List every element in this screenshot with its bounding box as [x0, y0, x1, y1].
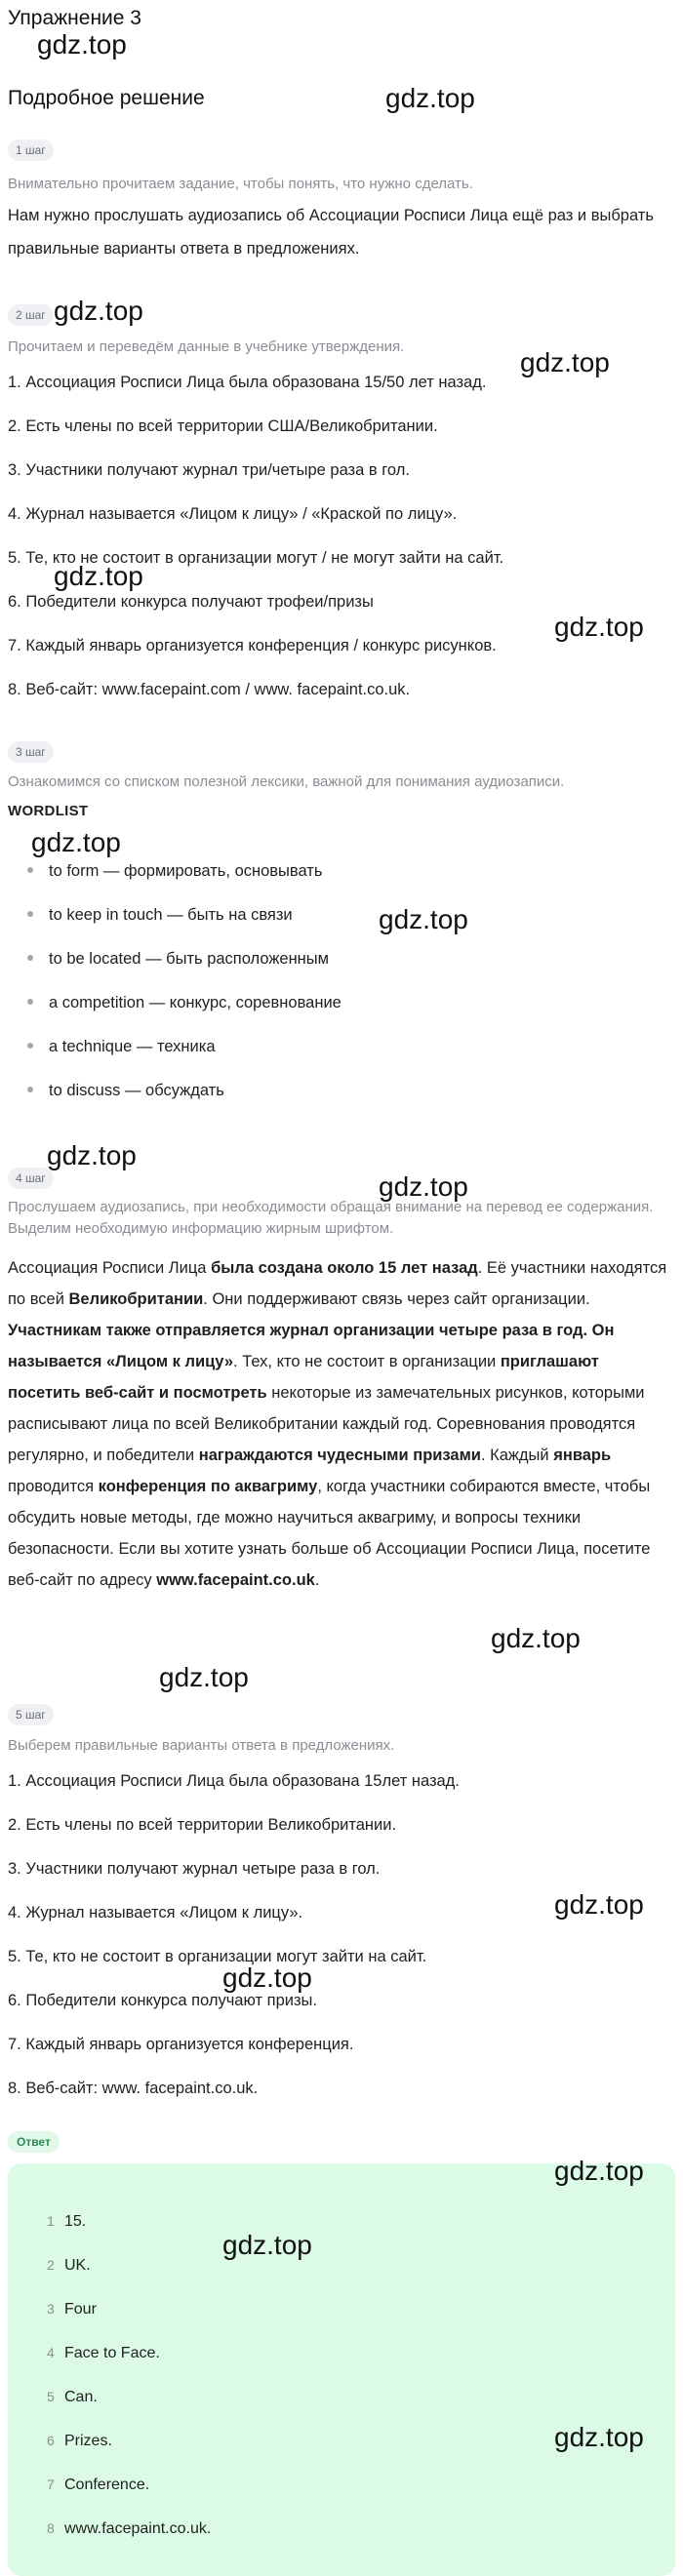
step-2-line-7: 7. Каждый январь организуется конференция / конкурс рисунков. [8, 637, 497, 654]
step-5-line-7: 7. Каждый январь организуется конференция. [8, 2036, 354, 2053]
watermark: gdz.top [159, 1662, 249, 1692]
step-5-badge: 5 шаг [8, 1704, 54, 1725]
step-2-line-4: 4. Журнал называется «Лицом к лицу» / «Краской по лицу». [8, 505, 458, 523]
step-2-line-3: 3. Участники получают журнал три/четыре раза в гол. [8, 461, 410, 479]
step-4-paragraph: Ассоциация Росписи Лица была создана около 15 лет назад. Её участники находятся по всей Великобритании. Они поддерживают связь через сайт организации. Участникам также отправляется журнал организации четыре раза в год. Он называется «Лицом к лицу». Тех, кто не состоит в организации приглашают посетить веб-сайт и посмотреть некоторые из замечательных рисунков, которыми расписывают лица по всей Великобритании каждый год. Соревнования проводятся регулярно, и победители награждаются чудесными призами. Каждый январь проводится конференция по аквагриму, когда участники собираются вместе, чтобы обсудить новые методы, где можно научиться аквагриму, и вопросы техники безопасности. Если вы хотите узнать больше об Ассоциации Росписи Лица, посетите веб-сайт по адресу www.facepaint.co.uk. [8, 1259, 667, 1589]
wordlist-item: to form — формировать, основывать [27, 860, 322, 882]
step-2-line-6: 6. Победители конкурса получают трофеи/призы [8, 593, 374, 611]
step-2-badge: 2 шаг [8, 304, 54, 326]
answer-item: 6 Prizes. [47, 2433, 112, 2449]
answer-item: 7 Conference. [47, 2477, 150, 2493]
watermark: gdz.top [222, 2230, 312, 2260]
wordlist-item: to be located — быть расположенным [27, 948, 329, 970]
watermark: gdz.top [222, 1962, 312, 1993]
wordlist-item: to keep in touch — быть на связи [27, 904, 293, 926]
bullet-icon [27, 1043, 33, 1049]
watermark: gdz.top [47, 1140, 137, 1170]
step-5-line-6: 6. Победители конкурса получают призы. [8, 1992, 317, 2009]
bullet-icon [27, 955, 33, 961]
watermark: gdz.top [31, 827, 121, 857]
step-1-badge: 1 шаг [8, 139, 54, 161]
step-5-line-4: 4. Журнал называется «Лицом к лицу». [8, 1904, 303, 1922]
solution-title: Подробное решение [8, 87, 205, 109]
watermark: gdz.top [520, 347, 610, 377]
step-2-line-8: 8. Веб-сайт: www.facepaint.com / www. facepaint.co.uk. [8, 681, 411, 698]
bullet-icon [27, 867, 33, 873]
step-2-line-1: 1. Ассоциация Росписи Лица была образована 15/50 лет назад. [8, 374, 487, 391]
bullet-icon [27, 911, 33, 917]
step-2-line-5: 5. Те, кто не состоит в организации могут / не могут зайти на сайт. [8, 549, 504, 567]
step-1-text: Нам нужно прослушать аудиозапись об Ассоциации Росписи Лица ещё раз и выбрать правильные варианты ответа в предложениях. [8, 207, 654, 258]
wordlist-item: to discuss — обсуждать [27, 1080, 224, 1101]
answer-box [8, 2163, 675, 2576]
watermark: gdz.top [491, 1623, 581, 1653]
watermark: gdz.top [554, 2156, 644, 2186]
watermark: gdz.top [37, 29, 127, 59]
step-5-line-5: 5. Те, кто не состоит в организации могут зайти на сайт. [8, 1948, 427, 1965]
step-5-line-8: 8. Веб-сайт: www. facepaint.co.uk. [8, 2080, 259, 2097]
wordlist-item: a competition — конкурс, соревнование [27, 992, 342, 1013]
step-4-badge: 4 шаг [8, 1168, 54, 1189]
answer-item: 3 Four [47, 2301, 97, 2318]
step-2-hint: Прочитаем и переведём данные в учебнике утверждения. [8, 338, 405, 355]
step-3-hint: Ознакомимся со списком полезной лексики, важной для понимания аудиозаписи. [8, 773, 565, 790]
watermark: gdz.top [554, 1889, 644, 1920]
step-3-badge: 3 шаг [8, 741, 54, 763]
answer-item: 8 www.facepaint.co.uk. [47, 2520, 212, 2537]
watermark: gdz.top [554, 2422, 644, 2452]
watermark: gdz.top [54, 561, 143, 591]
bullet-icon [27, 1087, 33, 1092]
watermark: gdz.top [385, 83, 475, 113]
watermark: gdz.top [54, 296, 143, 326]
step-1-hint: Внимательно прочитаем задание, чтобы понять, что нужно сделать. [8, 176, 473, 192]
wordlist-title: WORDLIST [8, 803, 89, 819]
answer-item: 2 UK. [47, 2257, 91, 2274]
watermark: gdz.top [379, 1171, 468, 1202]
step-5-hint: Выберем правильные варианты ответа в предложениях. [8, 1737, 395, 1754]
step-5-line-2: 2. Есть члены по всей территории Великобритании. [8, 1816, 397, 1834]
step-4-hint: Прослушаем аудиозапись, при необходимости обращая внимание на перевод ее содержания. Выделим необходимую информацию жирным шрифтом. [8, 1199, 654, 1237]
watermark: gdz.top [554, 612, 644, 642]
answer-item: 5 Can. [47, 2389, 98, 2405]
wordlist-item: a technique — техника [27, 1036, 216, 1057]
exercise-title: Упражнение 3 [8, 7, 141, 29]
step-5-line-3: 3. Участники получают журнал четыре раза в гол. [8, 1860, 381, 1878]
step-2-line-2: 2. Есть члены по всей территории США/Великобритании. [8, 417, 438, 435]
bullet-icon [27, 999, 33, 1005]
answer-item: 1 15. [47, 2213, 87, 2230]
answer-item: 4 Face to Face. [47, 2345, 160, 2361]
watermark: gdz.top [379, 904, 468, 934]
answer-badge: Ответ [8, 2131, 60, 2153]
step-5-line-1: 1. Ассоциация Росписи Лица была образована 15лет назад. [8, 1772, 460, 1790]
